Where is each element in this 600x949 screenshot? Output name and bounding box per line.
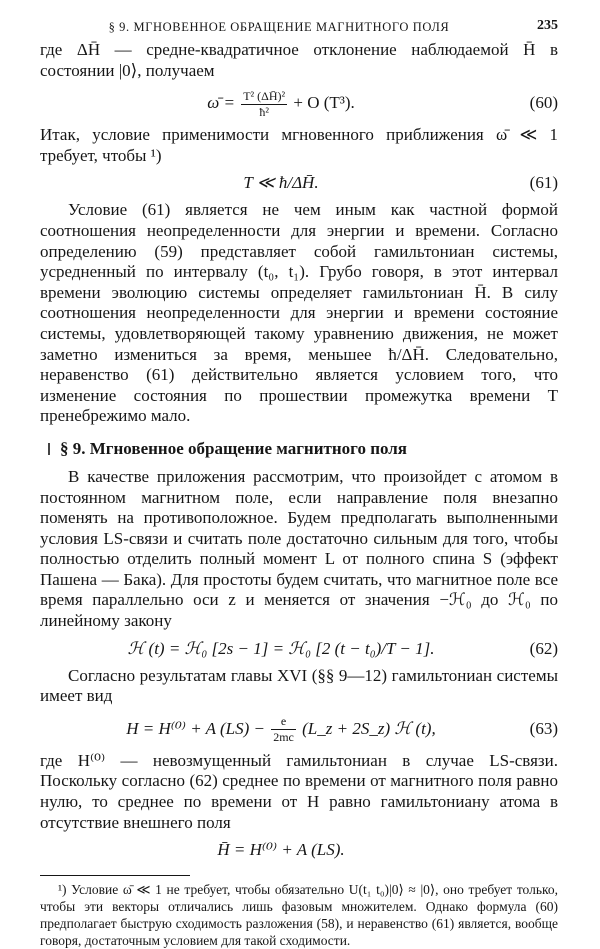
section-title: § 9. Мгновенное обращение магнитного поля (60, 438, 408, 458)
eq63-lhs: H = H⁽⁰⁾ + A (LS) − (126, 718, 270, 738)
eq60-rhs: + O (T³). (289, 93, 355, 113)
running-title: § 9. МГНОВЕННОЕ ОБРАЩЕНИЕ МАГНИТНОГО ПОЛЯ (108, 20, 450, 34)
equation-63-number: (63) (529, 718, 558, 738)
eq60-lhs: ω̄ = (207, 93, 240, 113)
footnote: ¹) Условие ω̄ ≪ 1 не требует, чтобы обязательно U(t₁ t₀)|0⟩ ≈ |0⟩, оно требует только, чтобы эти векторы отличались лишь фазовым множителем. Однако формула (60) предполагает быструю сходимость разложения (58), и неравенство (61) является, вообще говоря, достаточным условием для такой сходимости. (40, 882, 558, 948)
eq63-numerator: e (271, 714, 296, 730)
equation-60-body (40, 81, 522, 125)
equation-60-number: (60) (529, 93, 558, 113)
running-header (40, 18, 558, 40)
paragraph-unperturbed: где H⁽⁰⁾ — невозмущенный гамильтониан в случае LS-связи. Поскольку согласно (62) среднее по времени от магнитного поля равно нулю, то среднее по времени от H равно гамильтониану атома в отсутствие внешнего поля (40, 750, 558, 832)
paragraph-top: где ΔH̄ — средне-квадратичное отклонение наблюдаемой H̄ в состоянии |0⟩, получаем (40, 40, 558, 80)
eq60-denominator: ħ² (259, 104, 269, 119)
section-heading (40, 439, 558, 459)
margin-mark (48, 443, 50, 455)
equation-63-body (40, 707, 522, 751)
eq60-fraction (241, 89, 287, 120)
eq63-denominator: 2mc (273, 730, 294, 745)
equation-61 (40, 166, 558, 200)
paragraph-condition: Условие (61) является не чем иным как частной формой соотношения неопределенности для энергии и времени. Согласно определению (59) представляет собой гамильтониан системы, усредненный по интервалу (t₀, t₁). Грубо говоря, в этот интервал времени эволюцию системы определяет гамильтониан H̄. В силу соотношения неопределенности для энергии и времени состояние системы, удовлетворяющей такому уравнению движения, не может заметно измениться за время, меньшее ħ/ΔH̄. Следовательно, неравенство (61) действительно является условием того, что изменение состояния по прошествии промежутка времени T пренебрежимо мало. (40, 200, 558, 426)
eq60-numerator: T² (ΔH̄)² (243, 88, 286, 103)
equation-62-body: ℋ (t) = ℋ₀ [2s − 1] = ℋ₀ [2 (t − t₀)/T − 1]. (127, 638, 435, 658)
equation-average-body: H̄ = H⁽⁰⁾ + A (LS). (217, 840, 345, 860)
equation-average (40, 833, 558, 867)
eq63-fraction (271, 714, 296, 745)
equation-60 (40, 81, 558, 125)
paragraph-itak: Итак, условие применимости мгновенного приближения ω̄ ≪ 1 требует, чтобы ¹) (40, 125, 558, 165)
paragraph-section: В качестве приложения рассмотрим, что произойдет с атомом в постоянном магнитном поле, если направление поля внезапно поменять на противоположное. Будем предполагать выполненными условия LS-связи и считать поле достаточно сильным для того, чтобы полностью отделить полный момент L от полного спина S (эффект Пашена — Бака). Для простоты будем считать, что магнитное поле все время параллельно оси z и меняется от значения −ℋ₀ до ℋ₀ по линейному закону (40, 466, 558, 631)
footnote-rule (40, 875, 190, 876)
equation-63 (40, 707, 558, 751)
paragraph-chapter: Согласно результатам главы XVI (§§ 9—12) гамильтониан системы имеет вид (40, 665, 558, 706)
equation-61-body: T ≪ ħ/ΔH̄. (243, 173, 319, 193)
equation-61-number: (61) (529, 173, 558, 193)
eq63-rhs: (L_z + 2S_z) ℋ (t), (297, 718, 436, 738)
equation-62 (40, 632, 558, 666)
page-number: 235 (537, 18, 558, 33)
equation-62-number: (62) (529, 638, 558, 658)
